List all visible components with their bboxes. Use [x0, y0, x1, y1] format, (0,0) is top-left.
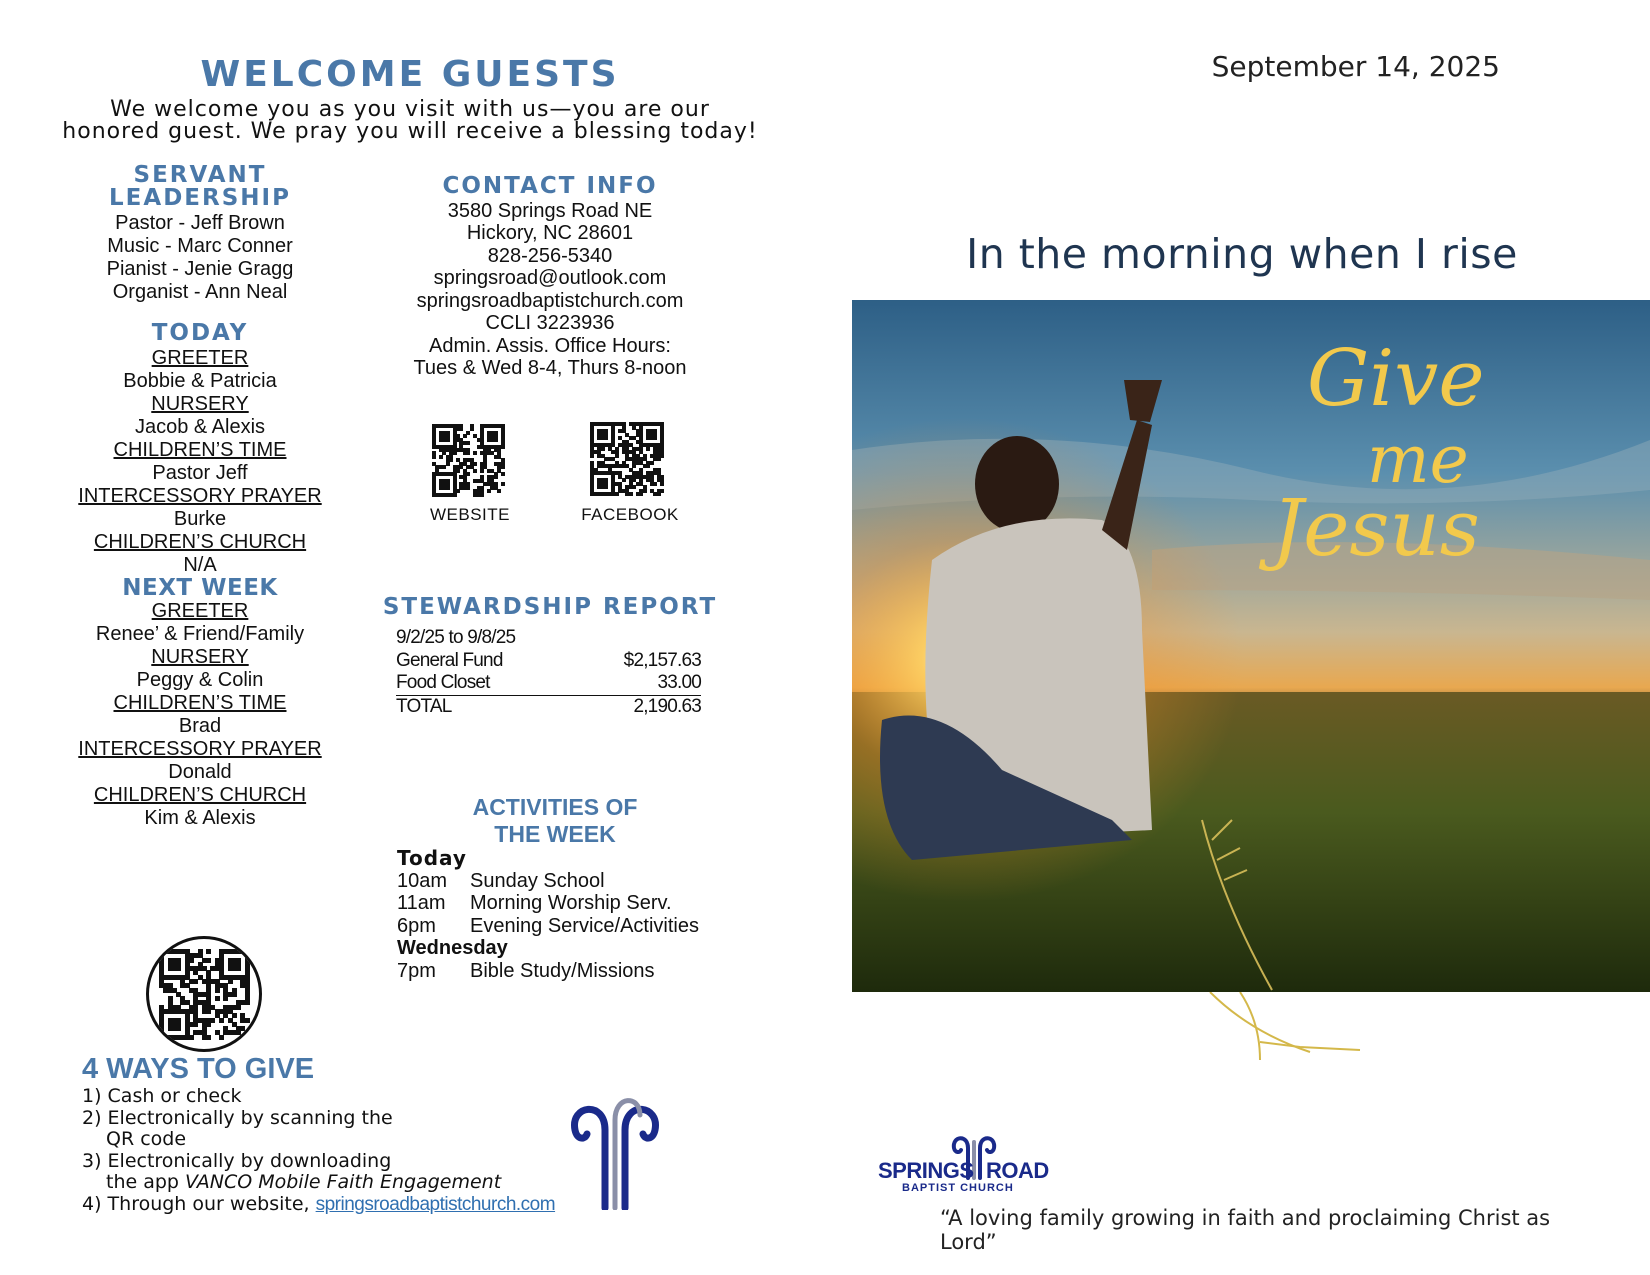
qr-module [494, 475, 498, 479]
activities-title [400, 794, 710, 848]
qr-module [453, 451, 457, 455]
qr-module [439, 455, 443, 459]
today-name: Pastor Jeff [152, 462, 248, 484]
qr-module [653, 436, 657, 440]
contact-line: 828-256-5340 [487, 244, 613, 267]
stewardship-report [396, 627, 701, 718]
qr-module [228, 979, 233, 984]
qr-module [473, 451, 477, 455]
springs-road-logo [878, 1130, 1078, 1194]
qr-module [176, 966, 181, 971]
qr-module [245, 1000, 250, 1005]
qr-module [206, 949, 211, 954]
give-item: 3) Electronically by downloading [82, 1149, 392, 1172]
qr-module [629, 492, 633, 496]
qr-module [501, 472, 505, 476]
website-qr-code[interactable] [432, 424, 504, 496]
qr-module [206, 958, 211, 963]
qr-module [236, 966, 241, 971]
script-line-3: Jesus [1272, 484, 1480, 574]
activity-event: Morning Worship Serv. [470, 892, 672, 914]
qr-module [466, 451, 470, 455]
activity-row [397, 870, 737, 893]
activity-row [397, 960, 737, 983]
qr-module [601, 447, 605, 451]
qr-module [442, 465, 446, 469]
welcome-section [60, 54, 760, 143]
qr-module [215, 996, 220, 1001]
facebook-qr-label: FACEBOOK [581, 505, 679, 524]
qr-module [646, 464, 650, 468]
today-role: INTERCESSORY PRAYER [78, 485, 322, 507]
contact-section [380, 175, 720, 380]
left-column [70, 164, 330, 830]
qr-module [466, 441, 470, 445]
qr-module [501, 465, 505, 469]
logo-subtitle: BAPTIST CHURCH [902, 1182, 1014, 1194]
qr-module [466, 472, 470, 476]
stewardship-row [396, 672, 701, 696]
qr-module [206, 1022, 211, 1027]
wheat-stalk-decoration [1150, 992, 1370, 1062]
qr-module [245, 1018, 250, 1023]
qr-module [646, 447, 650, 451]
activities-wednesday-label: Wednesday [397, 937, 508, 959]
stewardship-row [396, 650, 701, 673]
give-website-link[interactable]: springsroadbaptistchurch.com [315, 1193, 556, 1215]
activity-time: 10am [397, 869, 448, 892]
qr-module [466, 486, 470, 490]
qr-module [657, 492, 661, 496]
qr-module [232, 992, 237, 997]
next-week-name: Renee’ & Friend/Family [95, 623, 305, 645]
qr-module [604, 436, 608, 440]
next-week-role: GREETER [151, 600, 249, 622]
activity-time: 6pm [397, 914, 436, 937]
qr-module [206, 1009, 211, 1014]
today-title: TODAY [151, 320, 249, 346]
script-line-2: me [1367, 421, 1469, 498]
church-logo-mark [565, 1090, 675, 1210]
qr-module [189, 958, 194, 963]
next-week-title: NEXT WEEK [122, 575, 278, 601]
today-role: CHILDREN’S CHURCH [93, 531, 307, 553]
stewardship-period: 9/2/25 to 9/8/25 [396, 627, 516, 648]
welcome-line-1: We welcome you as you visit with us—you are our [110, 97, 710, 122]
facebook-qr-code[interactable] [590, 422, 664, 496]
row-amount: 33.00 [657, 672, 701, 693]
leader-item: Pianist - Jenie Gragg [106, 258, 294, 280]
script-line-1: Give [1307, 334, 1485, 424]
qr-module [494, 438, 498, 442]
qr-module [449, 458, 453, 462]
row-label: General Fund [396, 649, 503, 671]
contact-line: 3580 Springs Road NE [447, 199, 653, 222]
logo-stroke [625, 1109, 655, 1208]
give-item [82, 1194, 642, 1216]
activities-title-1: ACTIVITIES OF [472, 794, 638, 820]
leader-item: Music - Marc Conner [107, 235, 293, 257]
next-week-name: Peggy & Colin [136, 669, 264, 691]
activity-event: Sunday School [470, 869, 605, 892]
row-amount: $2,157.63 [623, 649, 701, 671]
qr-module [604, 485, 608, 489]
qr-module [657, 457, 661, 461]
qr-module [639, 492, 643, 496]
qr-module [232, 1013, 237, 1018]
today-name: Bobbie & Patricia [123, 370, 277, 392]
qr-module [653, 482, 657, 486]
today-role: NURSERY [151, 393, 249, 415]
servant-leadership-title-1: SERVANT [133, 162, 267, 188]
contact-website: springsroadbaptistchurch.com [416, 289, 684, 312]
qr-module [446, 486, 450, 490]
qr-module [176, 1026, 181, 1031]
activity-event: Evening Service/Activities [470, 914, 699, 937]
activities-list [397, 847, 737, 982]
activities-today-label: Today [397, 846, 467, 870]
qr-module [615, 492, 619, 496]
give-item: 1) Cash or check [82, 1085, 242, 1107]
today-role: CHILDREN’S TIME [113, 439, 287, 461]
contact-title: CONTACT INFO [442, 173, 658, 199]
church-tagline: “A loving family growing in faith and proclaiming Christ as Lord” [940, 1206, 1551, 1254]
activity-row [397, 892, 737, 915]
qr-module [497, 489, 501, 493]
contact-email: springsroad@outlook.com [433, 267, 667, 289]
qr-module [466, 431, 470, 435]
qr-module [480, 493, 484, 497]
row-amount: 2,190.63 [633, 695, 701, 717]
qr-module [206, 1035, 211, 1040]
leader-item: Pastor - Jeff Brown [115, 212, 285, 234]
give-item: QR code [106, 1128, 187, 1150]
qr-module [480, 469, 484, 473]
qr-module [193, 979, 198, 984]
qr-module [210, 1018, 215, 1023]
cover-headline: In the morning when I rise [966, 230, 1518, 278]
stewardship-row [396, 696, 701, 719]
logo-name-right: ROAD [986, 1158, 1049, 1183]
give-item [82, 1172, 642, 1194]
qr-module [615, 454, 619, 458]
qr-module [501, 482, 505, 486]
qr-module [236, 1005, 241, 1010]
qr-module [487, 489, 491, 493]
qr-module [473, 462, 477, 466]
activity-time: 7pm [397, 959, 436, 982]
qr-module [240, 1026, 245, 1031]
qr-module [456, 489, 460, 493]
give-website-prefix: 4) Through our website, [82, 1192, 316, 1215]
next-week-name: Kim & Alexis [144, 807, 256, 829]
cover-photo [852, 300, 1650, 992]
qr-module [446, 438, 450, 442]
qr-module [459, 427, 463, 431]
qr-module [660, 482, 664, 486]
qr-module [189, 1035, 194, 1040]
qr-module [643, 489, 647, 493]
give-app-name: VANCO Mobile Faith Engagement [185, 1171, 502, 1193]
servant-leadership-title-2: LEADERSHIP [109, 185, 291, 211]
qr-module [193, 1022, 198, 1027]
next-week-name: Donald [168, 761, 232, 783]
qr-module [650, 461, 654, 465]
next-week-role: CHILDREN’S CHURCH [93, 784, 307, 806]
next-week-role: NURSERY [151, 646, 249, 668]
logo-name-left: SPRINGS [878, 1158, 974, 1183]
activity-row [397, 915, 737, 938]
qr-module [219, 1035, 224, 1040]
qr-module [632, 485, 636, 489]
qr-module [501, 445, 505, 449]
qr-module [590, 454, 594, 458]
qr-module [456, 469, 460, 473]
website-qr-label: WEBSITE [429, 505, 510, 524]
activities-title-2: THE WEEK [494, 821, 616, 847]
activity-event: Bible Study/Missions [470, 959, 655, 982]
give-app-prefix: the app [106, 1171, 186, 1193]
welcome-title: WELCOME GUESTS [200, 54, 620, 95]
row-label: Food Closet [396, 672, 490, 693]
contact-line: CCLI 3223936 [485, 312, 615, 334]
activity-time: 11am [397, 892, 446, 914]
qr-module [446, 462, 450, 466]
qr-module [219, 1018, 224, 1023]
leader-item: Organist - Ann Neal [112, 281, 288, 303]
today-name: Burke [173, 508, 227, 530]
qr-module [660, 454, 664, 458]
qr-module [632, 464, 636, 468]
contact-line: Tues & Wed 8-4, Thurs 8-noon [413, 357, 687, 379]
qr-module [453, 493, 457, 497]
next-week-role: CHILDREN’S TIME [113, 692, 287, 714]
qr-module [432, 455, 436, 459]
bulletin-date: September 14, 2025 [1211, 50, 1500, 83]
next-week-name: Brad [178, 715, 222, 737]
qr-module [470, 427, 474, 431]
qr-module [473, 469, 477, 473]
qr-module [223, 996, 228, 1001]
qr-module [215, 988, 220, 993]
welcome-line-2: honored guest. We pray you will receive a blessing today! [62, 119, 758, 144]
next-week-role: INTERCESSORY PRAYER [78, 738, 322, 760]
giving-qr-code[interactable] [146, 936, 262, 1052]
give-item: 2) Electronically by scanning the [82, 1106, 393, 1129]
qr-module [622, 478, 626, 482]
today-name: Jacob & Alexis [134, 416, 266, 438]
give-title: 4 WAYS TO GIVE [82, 1053, 315, 1085]
qr-module [245, 1035, 250, 1040]
qr-module [463, 434, 467, 438]
contact-line: Admin. Assis. Office Hours: [429, 334, 671, 357]
give-section [82, 1052, 642, 1215]
row-label: TOTAL [396, 695, 452, 717]
contact-line: Hickory, NC 28601 [466, 222, 634, 244]
today-name: N/A [183, 554, 217, 576]
logo-stroke [575, 1109, 605, 1208]
qr-module [660, 489, 664, 493]
today-role: GREETER [151, 347, 249, 369]
stewardship-title: STEWARDSHIP REPORT [382, 594, 718, 620]
